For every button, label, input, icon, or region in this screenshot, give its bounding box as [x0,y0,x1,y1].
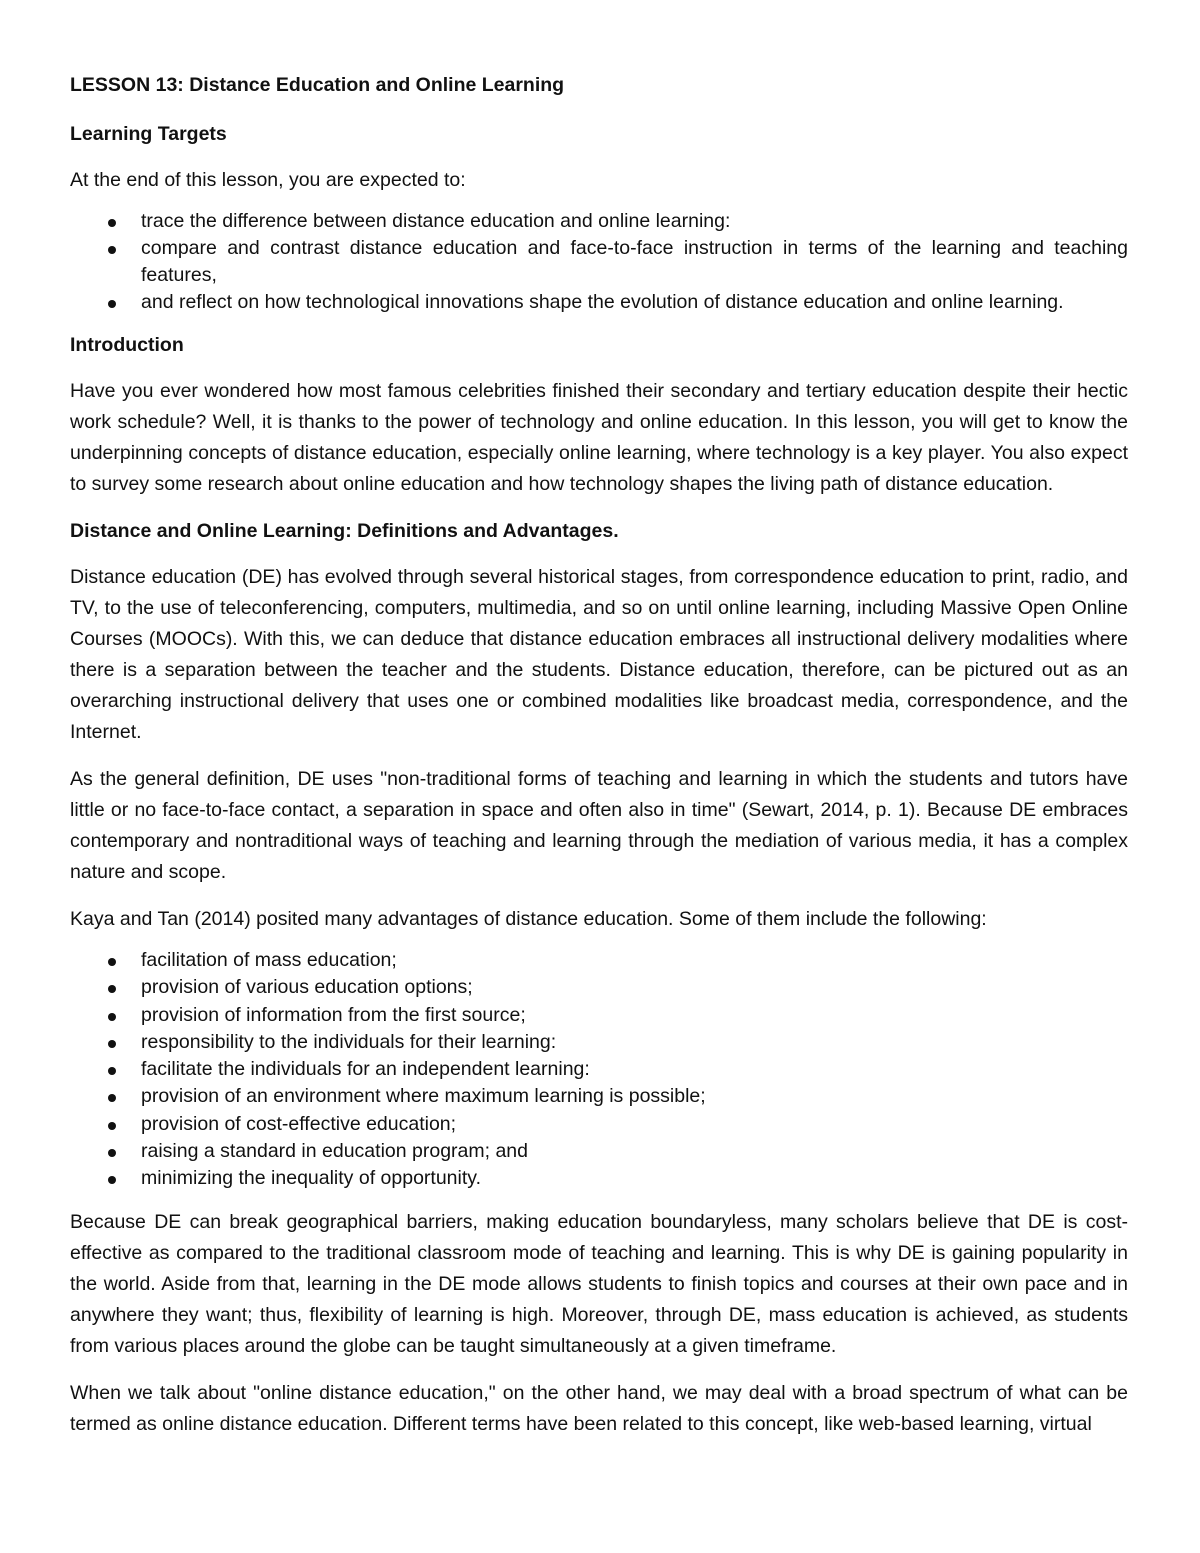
list-item: provision of cost-effective education; [70,1111,1128,1138]
introduction-heading: Introduction [70,334,184,356]
list-item: provision of information from the first source; [70,1002,1128,1029]
advantages-list [70,947,1128,1193]
definitions-paragraph-3: Kaya and Tan (2014) posited many advantages of distance education. Some of them include the following: [70,908,987,930]
list-item: trace the difference between distance education and online learning: [70,208,1128,235]
introduction-paragraph: Have you ever wondered how most famous celebrities finished their secondary and tertiary education despite their hectic work schedule? Well, it is thanks to the power of technology and online education. In this lesson, you will get to know the underpinning concepts of distance education, especially online learning, where technology is a key player. You also expect to survey some research about online education and how technology shapes the living path of distance education. [70,380,1128,495]
definitions-paragraph-2: As the general definition, DE uses "non-traditional forms of teaching and learning in which the students and tutors have little or no face-to-face contact, a separation in space and often also in time" (Sewart, 2014, p. 1). Because DE embraces contemporary and nontraditional ways of teaching and learning through the mediation of various media, it has a complex nature and scope. [70,768,1128,883]
bullet-icon [108,246,116,254]
definitions-paragraph-4: Because DE can break geographical barriers, making education boundaryless, many scholars believe that DE is cost-effective as compared to the traditional classroom mode of teaching and learning. This is why DE is gaining popularity in the world. Aside from that, learning in the DE mode allows students to finish topics and courses at their own pace and in anywhere they want; thus, flexibility of learning is high. Moreover, through DE, mass education is achieved, as students from various places around the globe can be taught simultaneously at a given timeframe. [70,1210,1128,1357]
list-item: facilitation of mass education; [70,947,1128,974]
bullet-icon [108,1176,116,1184]
learning-targets-list [70,208,1128,316]
list-item: facilitate the individuals for an independent learning: [70,1056,1128,1083]
list-item: compare and contrast distance education and face-to-face instruction in terms of the learning and teaching features, [70,235,1128,289]
lesson-title: LESSON 13: Distance Education and Online Learning [70,74,565,96]
bullet-icon [108,1149,116,1157]
bullet-icon [108,1040,116,1048]
learning-targets-intro: At the end of this lesson, you are expected to: [70,169,466,191]
definitions-paragraph-1: Distance education (DE) has evolved through several historical stages, from correspondence education to print, radio, and TV, to the use of teleconferencing, computers, multimedia, and so on until online learning, including Massive Open Online Courses (MOOCs). With this, we can deduce that distance education embraces all instructional delivery modalities where there is a separation between the teacher and the students. Distance education, therefore, can be pictured out as an overarching instructional delivery that uses one or combined modalities like broadcast media, correspondence, and the Internet. [70,566,1128,743]
bullet-icon [108,1067,116,1075]
list-item: provision of various education options; [70,974,1128,1001]
list-item: raising a standard in education program; and [70,1138,1128,1165]
bullet-icon [108,1122,116,1130]
document-page [70,70,1128,1456]
bullet-icon [108,1013,116,1021]
bullet-icon [108,300,116,308]
list-item: responsibility to the individuals for their learning: [70,1029,1128,1056]
bullet-icon [108,958,116,966]
definitions-heading: Distance and Online Learning: Definitions and Advantages. [70,520,619,542]
learning-targets-heading: Learning Targets [70,123,227,145]
bullet-icon [108,985,116,993]
list-item: minimizing the inequality of opportunity. [70,1165,1128,1192]
list-item: and reflect on how technological innovations shape the evolution of distance education and online learning. [70,289,1128,316]
bullet-icon [108,1094,116,1102]
list-item: provision of an environment where maximum learning is possible; [70,1083,1128,1110]
definitions-paragraph-5: When we talk about "online distance education," on the other hand, we may deal with a broad spectrum of what can be termed as online distance education. Different terms have been related to this concept, like web-based learning, virtual [70,1381,1128,1435]
bullet-icon [108,219,116,227]
